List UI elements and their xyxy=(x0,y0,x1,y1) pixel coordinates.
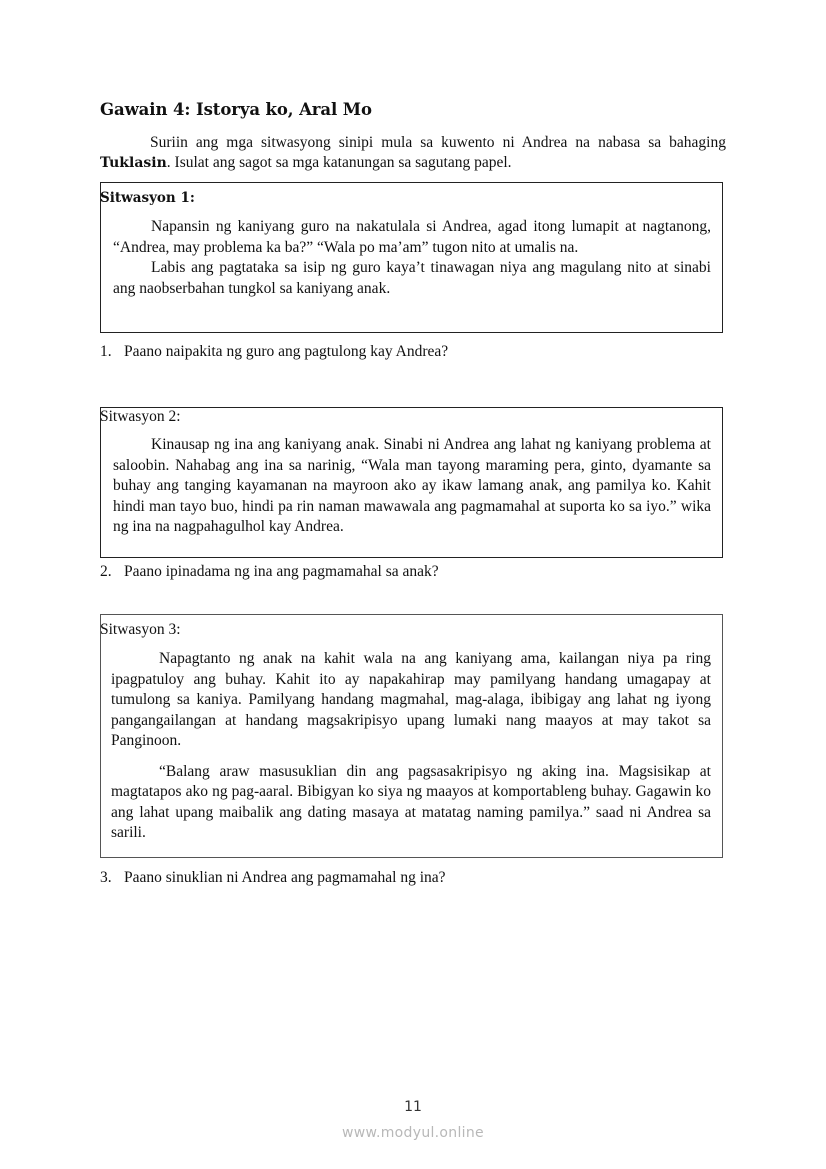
situation-3-label: Sitwasyon 3: xyxy=(100,621,181,638)
situation-2-label: Sitwasyon 2: xyxy=(100,408,181,425)
question-3 xyxy=(100,869,446,887)
situation-3-paragraph: “Balang araw masusuklian din ang pagsasakripisyo ng aking ina. Magsisikap at magtatapos ako ng pag-aaral. Bibigyan ko siya ng maayos at komportableng buhay. Gagawin ko ang lahat upang maibalik ang dating masaya at matatag naming pamilya.” saad ni Andrea sa sarili. xyxy=(111,762,711,841)
situation-1-box xyxy=(100,182,723,333)
question-number: 2. xyxy=(100,563,112,580)
question-text: Paano sinuklian ni Andrea ang pagmamahal ng ina? xyxy=(124,869,446,886)
page-number: 11 xyxy=(404,1099,422,1115)
question-text: Paano ipinadama ng ina ang pagmamahal sa anak? xyxy=(124,563,439,580)
question-number: 3. xyxy=(100,869,112,886)
situation-3-paragraph: Napagtanto ng anak na kahit wala na ang kaniyang ama, kailangan niya pa ring ipagpatuloy ang buhay. Kahit ito ay napakahirap may pamilyang handang umagapay at tumulong sa kaniya. Pamilyang handang magmahal, mag-alaga, ibibigay ang lahat ng iyong pangangailangan at handang magsakripisyo upang lumaki nang maayos at may takot sa Panginoon. xyxy=(111,650,711,749)
situation-1-paragraph: Napansin ng kaniyang guro na nakatulala si Andrea, agad itong lumapit at nagtanong, “Andrea, may problema ka ba?” “Wala po ma’am” tugon nito at umalis na. xyxy=(113,218,711,256)
situation-1-paragraph: Labis ang pagtataka sa isip ng guro kaya’t tinawagan niya ang magulang nito at sinabi ang naobserbahan tungkol sa kaniyang anak. xyxy=(113,259,711,297)
situation-1-body xyxy=(101,217,722,299)
activity-title: Gawain 4: Istorya ko, Aral Mo xyxy=(100,100,372,119)
question-2 xyxy=(100,563,439,581)
situation-2-body xyxy=(101,435,722,538)
question-number: 1. xyxy=(100,343,112,360)
question-1 xyxy=(100,343,448,361)
situation-3-body xyxy=(101,649,722,844)
activity-instructions xyxy=(100,133,726,173)
intro-bold-section-name: Tuklasin xyxy=(100,155,167,171)
situation-3-box xyxy=(100,614,723,858)
question-text: Paano naipakita ng guro ang pagtulong kay Andrea? xyxy=(124,343,449,360)
situation-2-box xyxy=(100,407,723,558)
intro-text-before: Suriin ang mga sitwasyong sinipi mula sa kuwento ni Andrea na nabasa sa bahaging xyxy=(150,134,726,151)
website-watermark: www.modyul.online xyxy=(342,1125,484,1141)
intro-text-after: . Isulat ang sagot sa mga katanungan sa sagutang papel. xyxy=(166,154,512,171)
situation-2-paragraph: Kinausap ng ina ang kaniyang anak. Sinabi ni Andrea ang lahat ng kaniyang problema at saloobin. Nahabag ang ina sa narinig, “Wala man tayong maraming pera, ginto, dyamante sa buhay ang tanging kayamanan na mayroon ako ay ikaw lamang anak, ang pamilya ko. Kahit hindi man tayo buo, hindi pa rin naman mawawala ang pagmamahal at suporta ko sa iyo.” wika ng ina na nagpahagulhol kay Andrea. xyxy=(113,436,711,535)
situation-1-label: Sitwasyon 1: xyxy=(100,190,195,206)
